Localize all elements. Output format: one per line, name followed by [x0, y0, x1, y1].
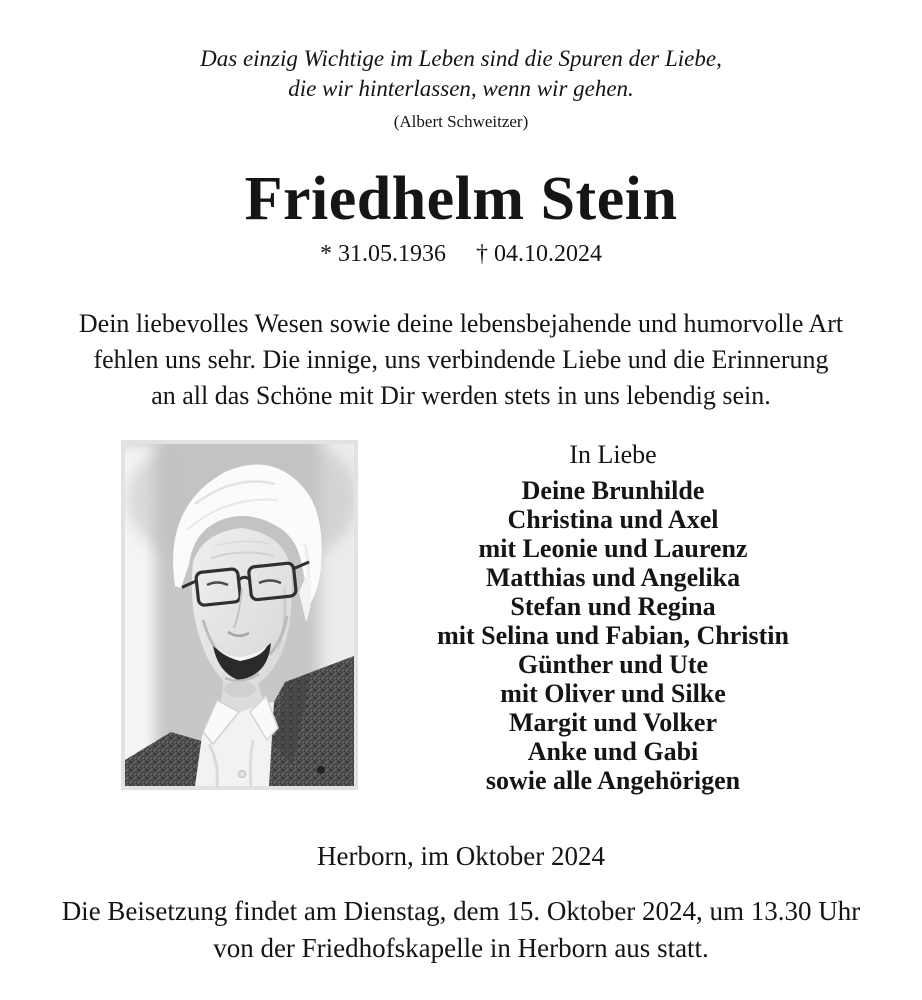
in-liebe-label: In Liebe — [569, 440, 657, 469]
death-date: † 04.10.2024 — [476, 241, 602, 267]
tribute-line: an all das Schöne mit Dir werden stets in uns lebendig sein. — [151, 381, 771, 410]
quote-attribution: (Albert Schweitzer) — [393, 112, 529, 131]
birth-date: * 31.05.1936 — [320, 241, 446, 267]
mourner-name: mit Selina und Fabian, Christin — [437, 621, 789, 650]
mourner-name: mit Leonie und Laurenz — [478, 534, 748, 563]
mourner-name: Christina und Axel — [507, 505, 719, 534]
life-dates — [0, 238, 922, 270]
tribute-line: fehlen uns sehr. Die innige, uns verbindende Liebe und die Erinnerung — [93, 345, 829, 374]
funeral-line: von der Friedhofskapelle in Herborn aus statt. — [213, 933, 709, 963]
photo-and-mourners-row — [0, 440, 922, 795]
mourner-name: Matthias und Angelika — [485, 563, 741, 592]
deceased-name: Friedhelm Stein — [244, 165, 678, 233]
tribute-line: Dein liebevolles Wesen sowie deine lebensbejahende und humorvolle Art — [78, 309, 844, 338]
mourner-name: Margit und Volker — [508, 708, 718, 737]
place-date-line: Herborn, im Oktober 2024 — [317, 841, 605, 871]
funeral-info — [0, 893, 922, 967]
tribute-paragraph — [0, 306, 922, 414]
portrait-photo — [121, 440, 358, 790]
mourner-name: sowie alle Angehörigen — [485, 766, 741, 795]
mourner-name: Deine Brunhilde — [521, 476, 705, 505]
mourner-name: mit Oliver und Silke — [500, 679, 726, 708]
portrait-illustration — [125, 444, 354, 786]
quote-line-1: Das einzig Wichtige im Leben sind die Spuren der Liebe, — [200, 46, 722, 71]
mourners-section — [358, 440, 922, 795]
mourner-name: Anke und Gabi — [527, 737, 699, 766]
mourner-name: Stefan und Regina — [510, 592, 716, 621]
mourner-names-list — [358, 476, 868, 795]
quote-line-2: die wir hinterlassen, wenn wir gehen. — [288, 76, 634, 101]
memorial-quote — [0, 0, 922, 104]
funeral-line: Die Beisetzung findet am Dienstag, dem 15. Oktober 2024, um 13.30 Uhr — [61, 896, 861, 926]
mourner-name: Günther und Ute — [517, 650, 709, 679]
